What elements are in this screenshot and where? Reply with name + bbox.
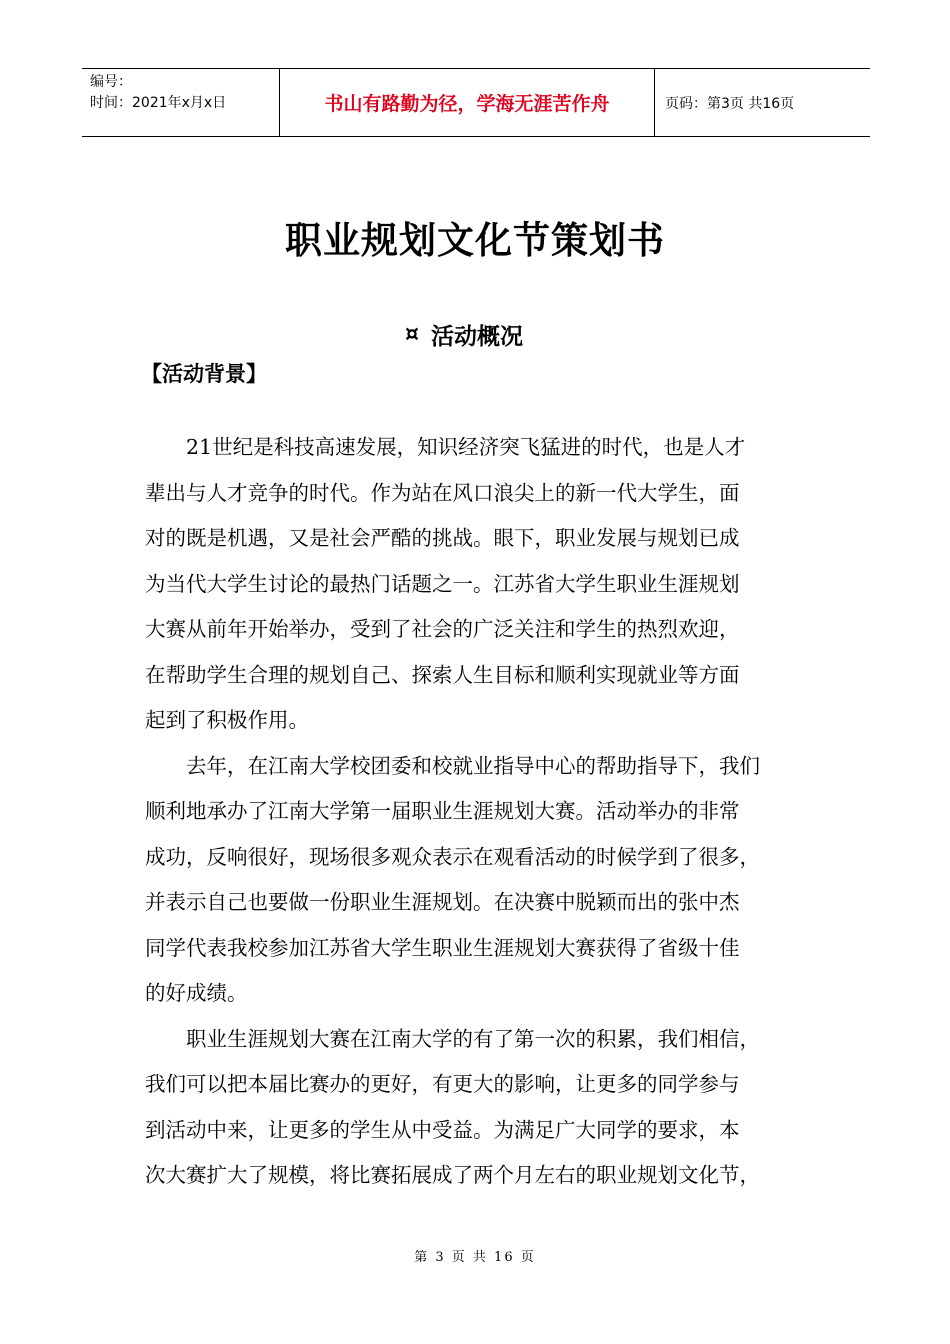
- body-line: 同学代表我校参加江苏省大学生职业生涯规划大赛获得了省级十佳: [145, 935, 740, 960]
- body-line: 在帮助学生合理的规划自己、探索人生目标和顺利实现就业等方面: [145, 662, 740, 687]
- body-line: 并表示自己也要做一份职业生涯规划。在决赛中脱颖而出的张中杰: [145, 890, 740, 914]
- currency-symbol-icon: ¤: [405, 322, 419, 347]
- body-line: 为当代大学生讨论的最热门话题之一。江苏省大学生职业生涯规划: [145, 571, 740, 596]
- subsection-heading: 【活动背景】: [141, 362, 267, 386]
- body-line: 的好成绩。: [145, 981, 248, 1005]
- section-heading: [405, 318, 523, 351]
- page-footer: 第 3 页 共 16 页: [414, 1250, 536, 1265]
- time-label: 时间：2021年x月x日: [90, 95, 227, 111]
- body-line: 辈出与人才竞争的时代。作为站在风口浪尖上的新一代大学生，面: [145, 480, 740, 505]
- body-text: [145, 425, 825, 1199]
- body-line: 成功，反响很好，现场很多观众表示在观看活动的时候学到了很多，: [145, 844, 760, 869]
- body-line: 次大赛扩大了规模，将比赛拓展成了两个月左右的职业规划文化节，: [145, 1163, 760, 1187]
- number-label: 编号：: [90, 74, 132, 90]
- body-line: 到活动中来，让更多的学生从中受益。为满足广大同学的要求，本: [145, 1117, 740, 1142]
- body-line: 大赛从前年开始举办，受到了社会的广泛关注和学生的热烈欢迎，: [145, 617, 740, 641]
- body-line: 21世纪是科技高速发展，知识经济突飞猛进的时代，也是人才: [145, 435, 746, 459]
- document-title: 职业规划文化节策划书: [285, 219, 665, 262]
- header-meta: [82, 69, 280, 136]
- page-header: [82, 68, 870, 137]
- body-line: 对的既是机遇，又是社会严酷的挑战。眼下，职业发展与规划已成: [145, 526, 740, 550]
- header-motto: 书山有路勤为径，学海无涯苦作舟: [280, 69, 655, 136]
- body-line: 去年，在江南大学校团委和校就业指导中心的帮助指导下，我们: [145, 753, 760, 778]
- body-line: 顺利地承办了江南大学第一届职业生涯规划大赛。活动举办的非常: [145, 799, 740, 823]
- body-line: 起到了积极作用。: [145, 708, 309, 732]
- section-title: 活动概况: [431, 324, 523, 350]
- body-line: 职业生涯规划大赛在江南大学的有了第一次的积累，我们相信，: [145, 1026, 760, 1051]
- body-line: 我们可以把本届比赛办的更好，有更大的影响，让更多的同学参与: [145, 1072, 740, 1096]
- header-page-info: 页码：第3页 共16页: [665, 95, 795, 112]
